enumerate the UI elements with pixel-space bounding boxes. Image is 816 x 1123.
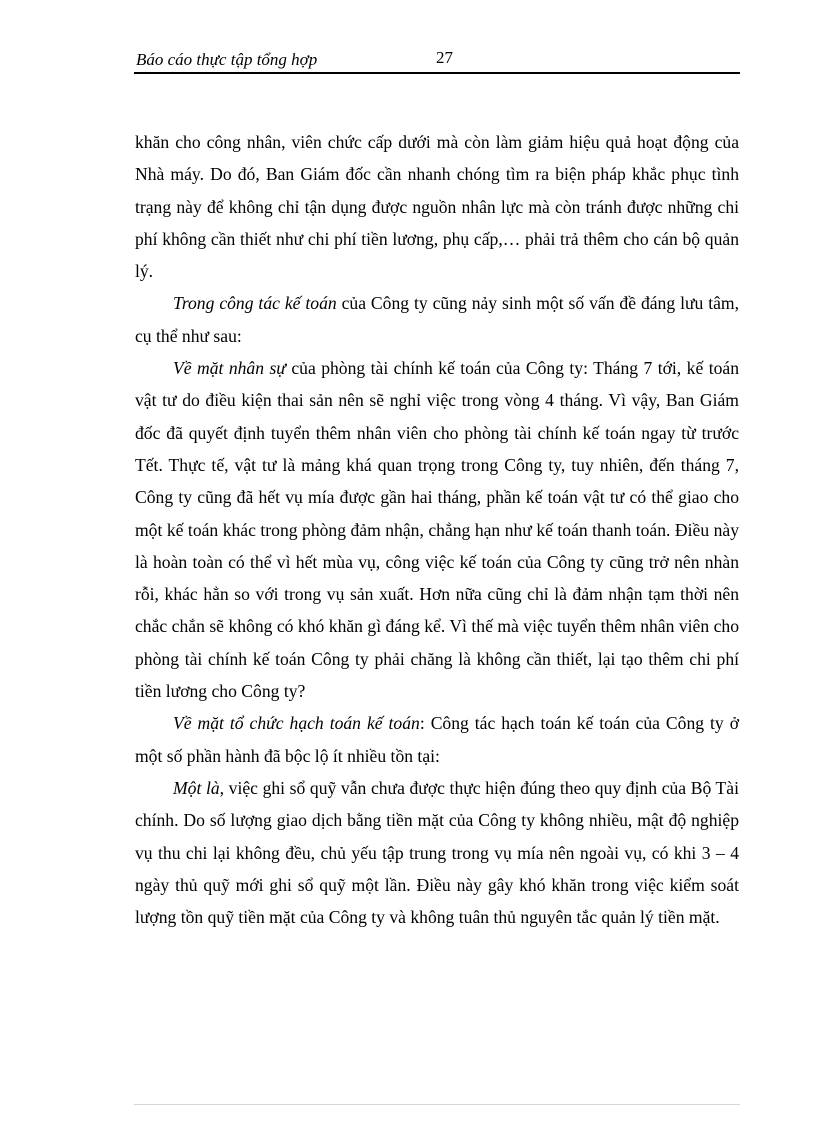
- paragraph-text: việc ghi sổ quỹ vẫn chưa được thực hiện đúng theo quy định của Bộ Tài chính. Do số lượng giao dịch bằng tiền mặt của Công ty không nhiều, mật độ nghiệp vụ thu chi lại không đều, chủ yếu tập trung trong vụ mía nên ngoài vụ, có khi 3 – 4 ngày thủ quỹ mới ghi sổ quỹ một lần. Điều này gây khó khăn trong việc kiểm soát lượng tồn quỹ tiền mặt của Công ty và không tuân thủ nguyên tắc quản lý tiền mặt.: [135, 777, 739, 928]
- body-text: [135, 126, 739, 933]
- page-number: 27: [436, 48, 453, 67]
- paragraph-accounting-organization: [135, 707, 739, 772]
- paragraph-personnel: [135, 352, 739, 707]
- header-title: Báo cáo thực tập tổng hợp: [136, 50, 318, 69]
- paragraph-text: : Công tác hạch toán kế toán của Công ty ở một số phần hành đã bộc lộ ít nhiều tồn tại:: [135, 713, 739, 766]
- footer-divider: [134, 1104, 740, 1105]
- paragraph-lead-italic: Về mặt tổ chức hạch toán kế toán: [173, 713, 420, 734]
- page-header: [134, 46, 740, 74]
- paragraph-continuation: [135, 126, 739, 287]
- paragraph-lead-italic: Về mặt nhân sự: [173, 358, 286, 379]
- paragraph-text: khăn cho công nhân, viên chức cấp dưới mà còn làm giảm hiệu quả hoạt động của Nhà máy. Do đó, Ban Giám đốc cần nhanh chóng tìm ra biện pháp khắc phục tình trạng này để không chỉ tận dụng được nguồn nhân lực mà còn tránh được những chi phí không cần thiết như chi phí tiền lương, phụ cấp,… phải trả thêm cho cán bộ quản lý.: [135, 132, 739, 282]
- paragraph-text: của phòng tài chính kế toán của Công ty: Tháng 7 tới, kế toán vật tư do điều kiện thai sản nên sẽ nghỉ việc trong vòng 4 tháng. Vì vậy, Ban Giám đốc đã quyết định tuyển thêm nhân viên cho phòng tài chính kế toán ngay từ trước Tết. Thực tế, vật tư là mảng khá quan trọng trong Công ty, tuy nhiên, đến tháng 7, Công ty cũng đã hết vụ mía được gần hai tháng, phần kế toán vật tư có thể giao cho một kế toán khác trong phòng đảm nhận, chẳng hạn như kế toán thanh toán. Điều này là hoàn toàn có thể vì hết mùa vụ, công việc kế toán của Công ty cũng trở nên nhàn rỗi, khác hẳn so với trong vụ sản xuất. Hơn nữa cũng chỉ là đảm nhận tạm thời nên chắc chắn sẽ không có khó khăn gì đáng kể. Vì thế mà việc tuyển thêm nhân viên cho phòng tài chính kế toán Công ty phải chăng là không cần thiết, lại tạo thêm chi phí tiền lương cho Công ty?: [135, 358, 739, 702]
- paragraph-lead-italic: Một là,: [173, 777, 225, 798]
- paragraph-first-point: [135, 772, 739, 933]
- paragraph-lead-italic: Trong công tác kế toán: [173, 293, 337, 314]
- paragraph-text: của Công ty cũng nảy sinh một số vấn đề đáng lưu tâm, cụ thể như sau:: [135, 293, 739, 346]
- paragraph-accounting-work: [135, 287, 739, 352]
